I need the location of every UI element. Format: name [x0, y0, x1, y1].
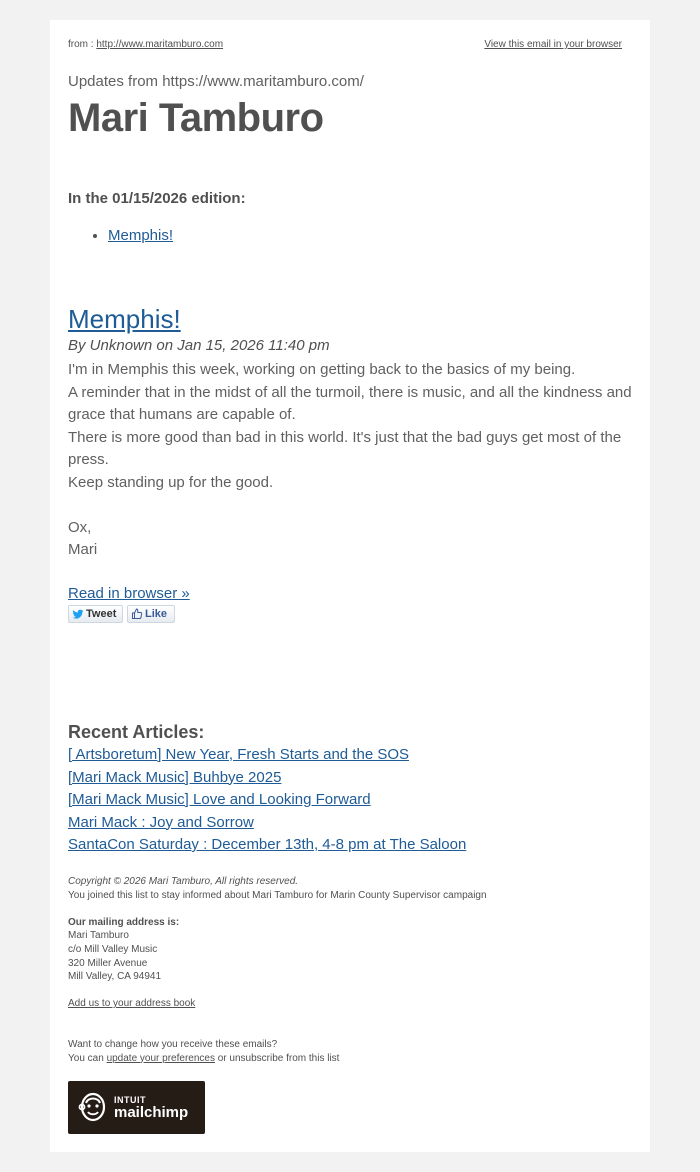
post-paragraph: I'm in Memphis this week, working on getting back to the basics of my being. [68, 361, 576, 378]
mailchimp-wordmark [114, 1096, 188, 1120]
add-to-address-book-link[interactable]: Add us to your address book [68, 998, 196, 1010]
toc-link-memphis[interactable]: Memphis! [108, 227, 174, 244]
spacer [68, 1025, 632, 1039]
address-line: Mari Tamburo [68, 930, 129, 942]
change-emails-text: Want to change how you receive these emails? [68, 1039, 278, 1051]
signoff-name: Mari [68, 541, 98, 558]
mailchimp-badge[interactable] [68, 1081, 205, 1134]
unsubscribe-text: or unsubscribe from this list [214, 1052, 340, 1064]
address-line: Mill Valley, CA 94941 [68, 971, 162, 983]
spacer [68, 902, 632, 916]
spacer [68, 494, 638, 517]
recent-article-link[interactable]: [Mari Mack Music] Buhbye 2025 [68, 768, 282, 786]
recent-article-link[interactable]: [Mari Mack Music] Love and Looking Forward [68, 791, 371, 808]
edition-toc [68, 227, 173, 244]
post-paragraph: A reminder that in the midst of all the turmoil, there is music, and all the kindness and grace that humans are capable of. [68, 383, 632, 423]
recent-article-link[interactable]: [ Artsboretum] New Year, Fresh Starts and the SOS [68, 746, 410, 763]
post-title-link[interactable]: Memphis! [68, 304, 181, 334]
recent-article-link[interactable]: SantaCon Saturday : December 13th, 4-8 pm at The Saloon [68, 836, 467, 853]
recent-article-item [68, 744, 466, 767]
spacer [68, 984, 632, 998]
recent-articles-list [68, 744, 466, 857]
spacer [68, 1011, 632, 1025]
mailing-address-heading-text: Our mailing address is: [68, 916, 180, 928]
share-row [68, 605, 175, 623]
recent-article-item [68, 767, 466, 790]
freddie-logo-icon [78, 1091, 108, 1125]
recent-articles-heading: Recent Articles: [68, 722, 205, 742]
signoff-line: Ox, [68, 518, 92, 536]
recent-article-item [68, 834, 466, 857]
you-can-text: You can [68, 1052, 107, 1064]
address-line: c/o Mill Valley Music [68, 943, 158, 955]
read-in-browser-link[interactable]: Read in browser » [68, 585, 190, 602]
post-paragraph: There is more good than bad in this world. It's just that the bad guys get most of the press. [68, 428, 622, 468]
post-body [68, 359, 638, 562]
post-byline: By Unknown on Jan 15, 2026 11:40 pm [68, 337, 330, 354]
view-in-browser-link[interactable]: View this email in your browser [484, 39, 622, 50]
twitter-bird-icon [72, 608, 84, 620]
copyright-text: Copyright © 2026 Mari Tamburo, All rights reserved. [68, 876, 299, 887]
updates-line: Updates from https://www.maritamburo.com/ [68, 73, 364, 90]
mailing-address-heading [68, 916, 632, 930]
update-preferences-link[interactable]: update your preferences [106, 1052, 215, 1064]
recent-article-item [68, 812, 466, 835]
post-title [68, 304, 181, 335]
recent-article-link[interactable]: Mari Mack : Joy and Sorrow [68, 813, 254, 831]
mailchimp-label: mailchimp [114, 1103, 189, 1121]
address-book-row [68, 997, 632, 1011]
facebook-like-button[interactable] [127, 605, 175, 623]
recent-article-item [68, 789, 466, 812]
footer [68, 875, 632, 1065]
preheader [68, 39, 632, 50]
tweet-label: Tweet [86, 608, 117, 620]
from-prefix: from : [68, 39, 97, 50]
toc-item [108, 227, 173, 244]
post-paragraph: Keep standing up for the good. [68, 473, 274, 491]
intuit-label: INTUIT [114, 1094, 146, 1105]
thumbs-up-icon [131, 608, 143, 620]
preferences-row [68, 1052, 632, 1066]
tweet-button[interactable] [68, 605, 123, 623]
joined-text: You joined this list to stay informed about Mari Tamburo for Marin County Supervisor campaign [68, 889, 487, 901]
from-link[interactable]: http://www.maritamburo.com [96, 39, 224, 50]
site-title: Mari Tamburo [68, 96, 324, 140]
edition-label: In the 01/15/2026 edition: [68, 190, 246, 207]
address-line: 320 Miller Avenue [68, 957, 148, 969]
email-card [50, 20, 650, 1152]
like-label: Like [145, 608, 168, 620]
